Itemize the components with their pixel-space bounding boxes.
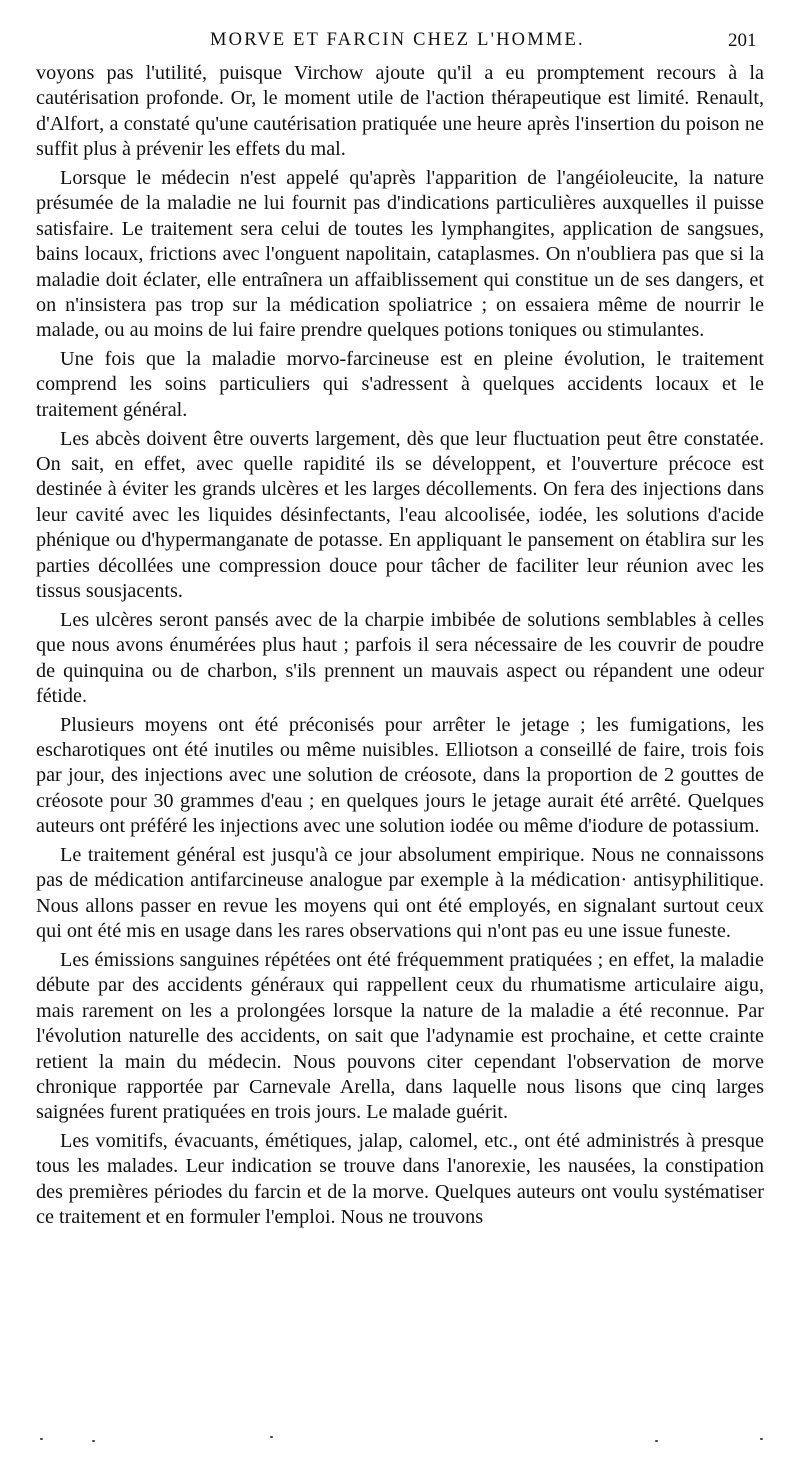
paragraph: Les ulcères seront pansés avec de la charpie imbibée de solutions semblables à celles que nous avons énumérées plus haut ; parfois il sera nécessaire de les couvrir de poudre de quinquina ou de charbon, s'ils prennent un mauvais aspect ou répandent une odeur fétide. [36,608,764,707]
page-number: 201 [728,30,757,51]
paragraph: Les émissions sanguines répétées ont été fréquemment pratiquées ; en effet, la maladie débute par des accidents généraux qui rappellent ceux du rhumatisme articulaire aigu, mais rarement on les a prolongées lorsque la nature de la maladie a été reconnue. Par l'évolution naturelle des accidents, on sait que l'adynamie est prochaine, et cette crainte retient la main du médecin. Nous pouvons citer cependant l'observation de morve chronique rapportée par Carnevale Arella, dans laquelle nous lisons que cinq larges saignées furent pratiquées en trois jours. Le malade guérit. [36,948,764,1124]
paragraph: Plusieurs moyens ont été préconisés pour arrêter le jetage ; les fumigations, les escharotiques ont été inutiles ou même nuisibles. Elliotson a conseillé de faire, trois fois par jour, des injections avec une solution de créosote, dans la proportion de 2 gouttes de créosote pour 30 grammes d'eau ; en quelques jours le jetage aurait été arrêté. Quelques auteurs ont préféré les injections avec une solution iodée ou même d'iodure de potassium. [36,713,764,838]
speck [655,1440,658,1442]
speck [40,1438,43,1440]
running-header [0,30,800,56]
paragraph: Les abcès doivent être ouverts largement, dès que leur fluctuation peut être constatée. On sait, en effet, avec quelle rapidité ils se développent, et l'ouverture précoce est destinée à éviter les grands ulcères et les larges décollements. On fera des injections dans leur cavité avec les liquides désinfectants, l'eau alcoolisée, iodée, les solutions d'acide phénique ou d'hypermanganate de potasse. En appliquant le pansement on établira sur les parties décollées une compression douce pour tâcher de faciliter leur réunion avec les tissus sousjacents. [36,427,764,603]
body-text [36,61,764,1231]
speck [92,1440,95,1442]
paragraph: Une fois que la maladie morvo-farcineuse est en pleine évolution, le traitement comprend les soins particuliers qui s'adressent à quelques accidents locaux et le traitement général. [36,348,764,421]
running-title: MORVE ET FARCIN CHEZ L'HOMME. [210,30,585,50]
paragraph: Le traitement général est jusqu'à ce jour absolument empirique. Nous ne connaissons pas de médication antifarcineuse analogue par exemple à la médication· antisyphilitique. Nous allons passer en revue les moyens qui ont été employés, en signalant surtout ceux qui ont été mis en usage dans les rares observations qui n'ont pas eu une issue funeste. [36,843,764,943]
paragraph: voyons pas l'utilité, puisque Virchow ajoute qu'il a eu promptement recours à la cautérisation profonde. Or, le moment utile de l'action thérapeutique est limité. Renault, d'Alfort, a constaté qu'une cautérisation pratiquée une heure après l'insertion du poison ne suffit plus à prévenir les effets du mal. [36,62,764,161]
paragraph: Lorsque le médecin n'est appelé qu'après l'apparition de l'angéioleucite, la nature présumée de la maladie ne lui fournit pas d'indications particulières auxquelles il puisse satisfaire. Le traitement sera celui de toutes les lymphangites, application de sangsues, bains locaux, frictions avec l'onguent napolitain, cataplasmes. On n'oubliera pas que si la maladie doit éclater, elle entraînera un affaiblissement qui constitue un de ses dangers, et on n'insistera pas trop sur la médication spoliatrice ; on essaiera même de nourrir le malade, ou au moins de lui faire prendre quelques potions toniques ou stimulantes. [36,166,764,342]
paragraph: Les vomitifs, évacuants, émétiques, jalap, calomel, etc., ont été administrés à presque tous les malades. Leur indication se trouve dans l'anorexie, les nausées, la constipation des premières périodes du farcin et de la morve. Quelques auteurs ont voulu systématiser ce traitement et en formuler l'emploi. Nous ne trouvons [36,1130,764,1229]
scan-specks [0,1434,800,1444]
speck [270,1436,273,1438]
speck [760,1438,763,1440]
